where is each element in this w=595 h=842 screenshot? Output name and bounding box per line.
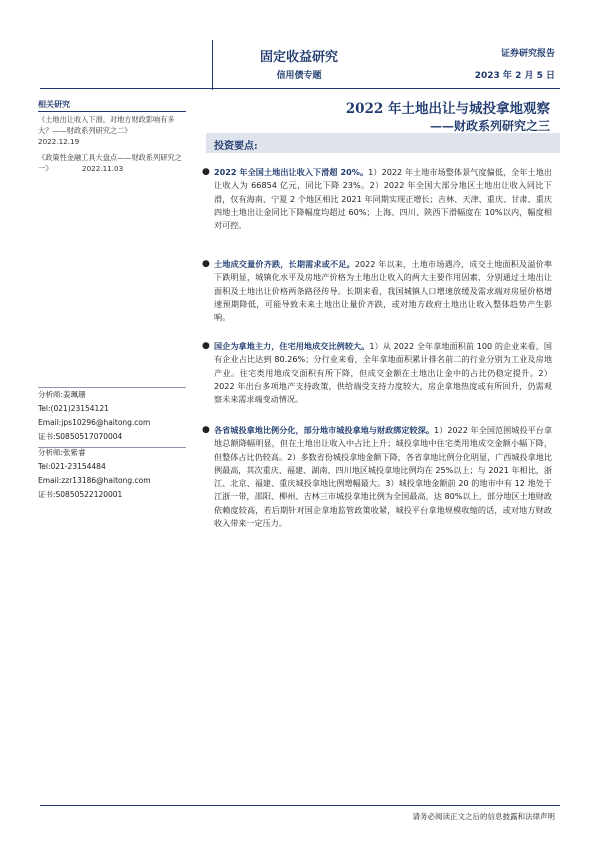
analyst-block (38, 446, 151, 502)
report-title: 2022 年土地出让与城投拿地观察 (345, 101, 550, 117)
key-point-body: 1）2022 年全国范围城投平台拿地总额降幅明显，但在土地出让收入中占比上升；城投拿地中住宅类用地成交金额小幅下降，但整体占比仍较高。2）多数省份城投拿地金额下降，各省拿地比例分化明显，广西城投拿地比例最高，其次重庆、福建、湖南、四川地区城投拿地比例均在 25%以上；与 2021 年相比，浙江、北京、福建、重庆城投拿地比例增幅最大。3）城投拿地金额前 20 的地市中有 12 地处于江浙一带，邵阳、柳州、吉林三市城投拿地比例为全国最高，达 80%以上，部分地区土地财政依赖度较高，若后期针对国企拿地监管政策收紧，城投平台拿地规模收缩的话，或对地方财政收入带来一定压力。 (214, 425, 552, 529)
report-type: 证券研究报告 (500, 49, 555, 59)
analyst-email[interactable]: Email:zzr13186@haitong.com (38, 476, 151, 485)
analyst-tel: Tel:(021)23154121 (38, 404, 109, 413)
key-points-banner (206, 133, 560, 153)
bullet-icon: ● (202, 341, 210, 351)
analyst-email[interactable]: Email:jps10296@haitong.com (38, 418, 151, 427)
analyst-tel: Tel:021-23154484 (38, 462, 106, 471)
analyst-cert: 证书:S0850517070004 (38, 432, 123, 441)
key-points-label: 投资要点: (214, 141, 258, 152)
key-point-heading: 国企为拿地主力，住宅用地成交比例较大。 (214, 341, 370, 351)
key-point (202, 258, 552, 324)
footer-rule (40, 805, 560, 806)
related-item-title: 《土地出让收入下滑，对地方财政影响有多大？——财政系列研究之二》 (38, 115, 175, 135)
related-item[interactable] (38, 114, 188, 147)
analyst-cert: 证书:S0850522120001 (38, 490, 123, 499)
related-research-rule (38, 111, 186, 112)
related-item-title: 《政策性金融工具大盘点——财政系列研究之一》 (38, 153, 182, 173)
bullet-icon: ● (202, 167, 210, 177)
bullet-icon: ● (202, 259, 210, 269)
report-date: 2023 年 2 月 5 日 (474, 71, 555, 81)
key-point-heading: 土地成交量价齐跌，长期需求或不足。 (214, 259, 355, 269)
disclaimer-footer: 请务必阅读正文之后的信息披露和法律声明 (412, 812, 555, 821)
department-name: 固定收益研究 (259, 50, 338, 65)
related-research-label: 相关研究 (38, 100, 70, 109)
bullet-icon: ● (202, 425, 210, 435)
key-point-heading: 各省城投拿地比例分化，部分地市城投拿地与财政绑定较深。 (214, 425, 434, 435)
analyst-block (38, 388, 150, 444)
key-point-body: 1）从 2022 全年拿地面积前 100 的企业来看，国有企业占比达到 80.26%；分行业来看，全年拿地面积累计排名前二的行业分别为工业及房地产业。住宅类用地成交面积有所下降，但成交金额在土地出让金中的占比仍稳定提升。2）2022 年出台多项地产支持政策，供给端受支持力度较大，房企拿地热度或有所回升，仍需观察未来需求端变动情况。 (214, 341, 552, 405)
related-item-date: 2022.12.19 (38, 137, 80, 146)
key-point-body: 2022 年以来，土地市场遇冷，成交土地面积及溢价率下跌明显，城镇化水平及房地产价格为土地出让收入的两大主要作用因素，分别通过土地出让面积及土地出让价格两条路径传导。长期来看，我国城镇人口增速放缓及需求端对房屋价格增速预期降低，可能导致未来土地出让量价齐跌，或对地方政府土地出让收入整体趋势产生影响。 (214, 259, 552, 323)
report-subtitle: ——财政系列研究之三 (429, 119, 550, 133)
header-divider (40, 88, 560, 89)
related-item-date-2: 2022.11.03 (82, 164, 124, 173)
series-name: 信用债专题 (276, 71, 322, 81)
analyst-name: 分析师:姜珮珊 (38, 390, 86, 399)
key-point (202, 424, 552, 530)
key-point-body: 1）2022 年土地市场整体景气度偏低，全年土地出让收入为 66854 亿元，同比下降 23%。2）2022 年全国大部分地区土地出让收入同比下滑，仅有海南、宁夏 2 个地区相比 2021 年同期实现正增长；吉林、天津、重庆、甘肃、重庆四地土地出让金同比下降幅度均超过 60%；上海、四川、陕西下滑幅度在 10%以内，幅度相对可控。 (214, 167, 552, 231)
analyst-name: 分析师:张紫睿 (38, 448, 86, 457)
key-point (202, 166, 552, 232)
key-point (202, 340, 552, 406)
key-point-heading: 2022 年全国土地出让收入下滑超 20%。 (214, 167, 369, 177)
